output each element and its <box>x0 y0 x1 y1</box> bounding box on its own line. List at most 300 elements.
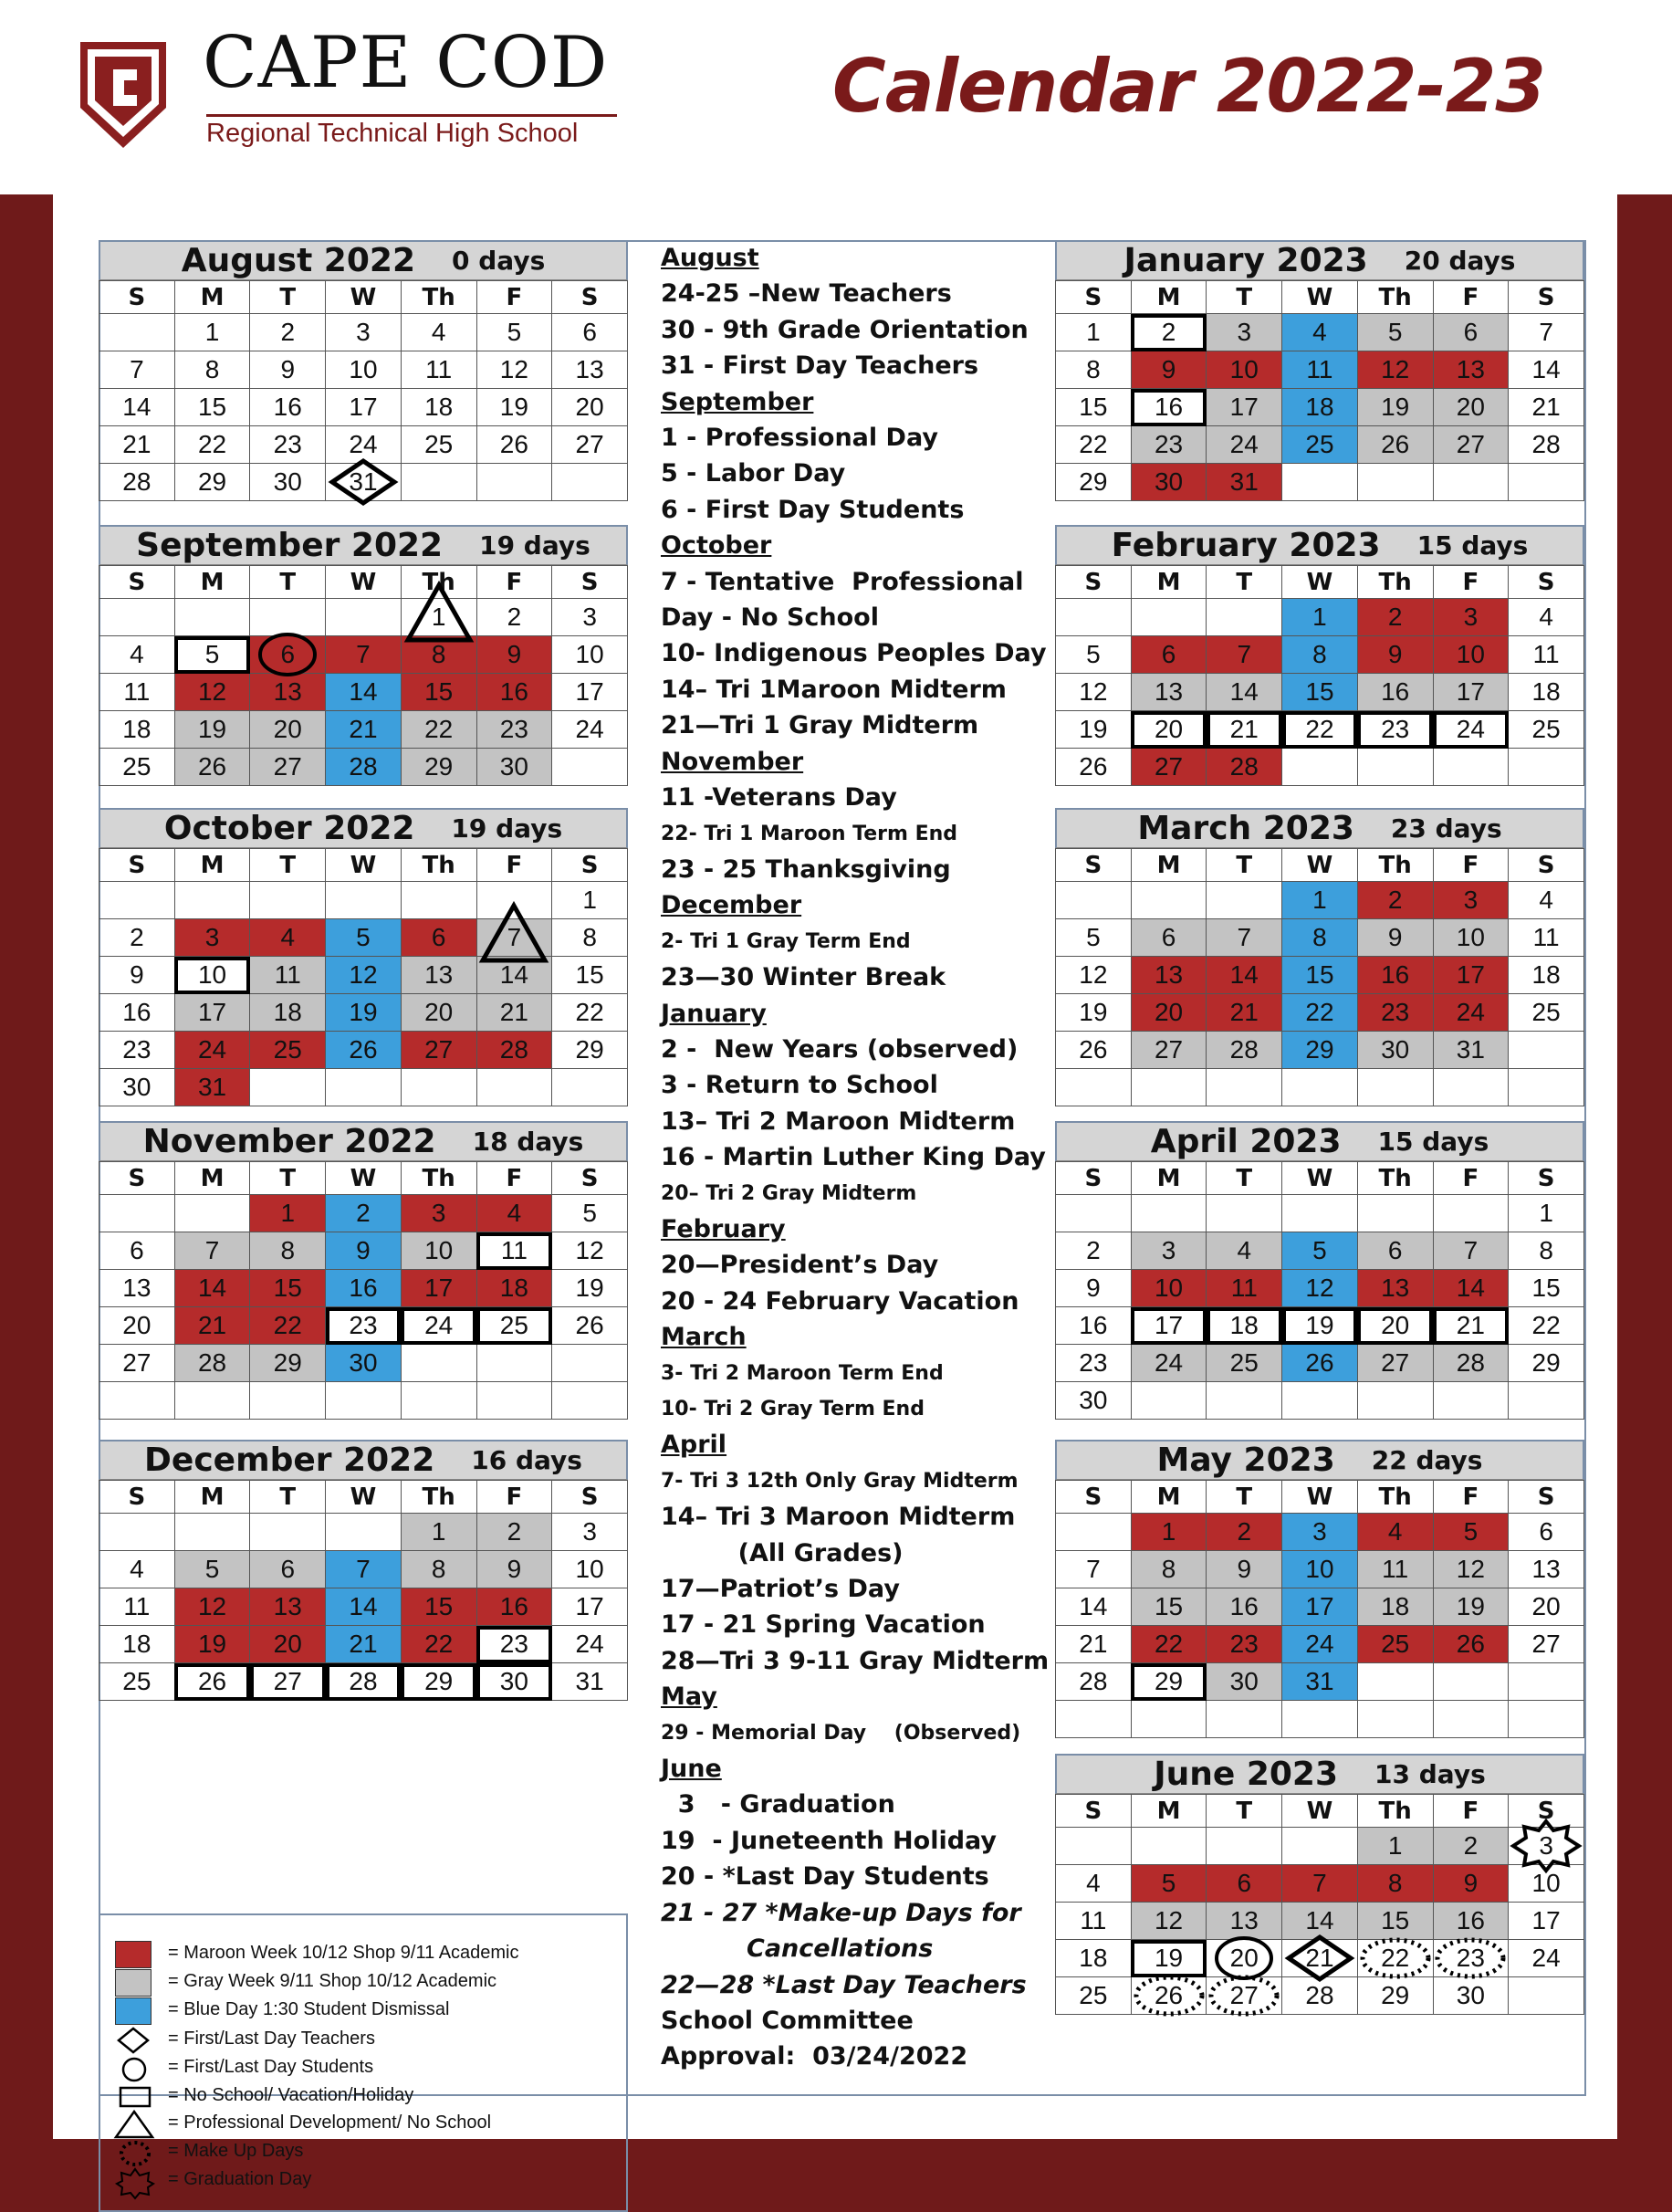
event-item: 7 - Tentative Professional <box>661 567 1024 596</box>
empty-cell <box>1056 882 1132 919</box>
empty-cell <box>1131 1382 1207 1420</box>
date-cell: 4 <box>401 314 476 351</box>
weekday-header: F <box>1433 566 1509 599</box>
date-cell: 19 <box>552 1270 628 1307</box>
date-cell: 14 <box>99 389 175 426</box>
date-cell: 4 <box>1207 1232 1282 1270</box>
date-cell: 25 <box>250 1032 326 1069</box>
date-cell: 14 <box>174 1270 250 1307</box>
diamond-icon <box>1281 1934 1358 1983</box>
event-month-heading: April <box>661 1431 727 1460</box>
weekday-header: M <box>1131 1795 1207 1828</box>
date-cell: 5 <box>1433 1514 1509 1551</box>
date-cell: 30 <box>99 1069 175 1106</box>
date-cell: 13 <box>1433 351 1509 389</box>
date-cell: 9 <box>1207 1551 1282 1588</box>
date-cell: 22 <box>1509 1307 1584 1345</box>
date-cell: 20 <box>1509 1588 1584 1626</box>
date-cell: 1 <box>1056 314 1132 351</box>
empty-cell <box>1056 1701 1132 1738</box>
date-cell: 29 <box>174 464 250 501</box>
event-item: 30 - 9th Grade Orientation <box>661 315 1029 344</box>
date-cell: 6 <box>1357 1232 1433 1270</box>
month-block <box>1055 1754 1584 2015</box>
date-cell: 17 <box>326 389 402 426</box>
date-cell: 24 <box>326 426 402 464</box>
date-cell: 15 <box>250 1270 326 1307</box>
empty-cell <box>1433 749 1509 786</box>
event-month-heading: November <box>661 747 804 776</box>
date-cell: 31 <box>1207 464 1282 501</box>
date-cell: 25 <box>1509 994 1584 1032</box>
event-item: 31 - First Day Teachers <box>661 351 979 381</box>
date-cell: 30 <box>476 1663 552 1701</box>
weekday-header: S <box>1056 566 1132 599</box>
date-cell: 18 <box>1509 957 1584 994</box>
date-cell: 5 <box>1131 1865 1207 1903</box>
date-cell: 20 <box>250 711 326 749</box>
event-item: 29 - Memorial Day (Observed) <box>661 1721 1021 1745</box>
date-cell: 30 <box>1433 1977 1509 2015</box>
date-cell: 21 <box>1207 994 1282 1032</box>
date-cell: 21 <box>1433 1307 1509 1345</box>
weekday-header: W <box>1282 1162 1358 1195</box>
event-item: 20 - *Last Day Students <box>661 1862 989 1892</box>
date-cell: 27 <box>1131 749 1207 786</box>
empty-cell <box>174 882 250 919</box>
date-cell: 28 <box>326 749 402 786</box>
date-cell: 24 <box>1433 994 1509 1032</box>
date-cell: 27 <box>1207 1977 1282 2015</box>
date-cell: 29 <box>1056 464 1132 501</box>
date-cell: 18 <box>401 389 476 426</box>
date-cell: 3 <box>552 599 628 636</box>
event-item: 28—Tri 3 9-11 Gray Midterm <box>661 1646 1050 1675</box>
legend-label: = First/Last Day Students <box>168 2057 374 2077</box>
date-cell: 25 <box>99 749 175 786</box>
dotted-icon <box>1432 1934 1509 1983</box>
date-cell: 10 <box>1433 636 1509 674</box>
date-cell: 7 <box>99 351 175 389</box>
date-cell: 6 <box>1131 919 1207 957</box>
weekday-header: T <box>250 849 326 882</box>
date-cell: 8 <box>1357 1865 1433 1903</box>
date-cell: 29 <box>401 1663 476 1701</box>
empty-cell <box>1282 749 1358 786</box>
date-cell: 8 <box>1282 919 1358 957</box>
weekday-header: F <box>476 566 552 599</box>
date-cell: 3 <box>1131 1232 1207 1270</box>
weekday-header: W <box>326 849 402 882</box>
date-cell: 13 <box>1131 674 1207 711</box>
month-name: June 2023 <box>1154 1756 1339 1793</box>
empty-cell <box>1433 1195 1509 1232</box>
event-item: 3- Tri 2 Maroon Term End <box>661 1361 944 1385</box>
date-cell: 21 <box>1509 389 1584 426</box>
date-cell: 7 <box>1282 1865 1358 1903</box>
date-cell: 15 <box>401 1588 476 1626</box>
weekday-header: Th <box>1357 281 1433 314</box>
date-cell: 27 <box>552 426 628 464</box>
legend-label: = Blue Day 1:30 Student Dismissal <box>168 1999 450 2019</box>
event-month-heading: May <box>661 1683 717 1712</box>
event-item: Day - No School <box>661 603 879 633</box>
month-block <box>1055 808 1584 1106</box>
event-item: 10- Tri 2 Gray Term End <box>661 1398 925 1421</box>
date-cell: 11 <box>250 957 326 994</box>
date-cell: 11 <box>1509 919 1584 957</box>
weekday-header: W <box>1282 566 1358 599</box>
date-cell: 20 <box>1131 994 1207 1032</box>
date-cell: 1 <box>1509 1195 1584 1232</box>
weekday-header: S <box>552 1162 628 1195</box>
date-cell: 5 <box>1056 636 1132 674</box>
weekday-header: W <box>326 1481 402 1514</box>
date-cell: 26 <box>174 1663 250 1701</box>
date-cell: 6 <box>1131 636 1207 674</box>
date-cell: 5 <box>174 1551 250 1588</box>
event-item: 24-25 –New Teachers <box>661 279 952 309</box>
weekday-header: S <box>1509 566 1584 599</box>
date-cell: 1 <box>1357 1828 1433 1865</box>
event-item: Cancellations <box>661 1934 934 1964</box>
date-cell: 14 <box>326 674 402 711</box>
date-cell: 14 <box>326 1588 402 1626</box>
empty-cell <box>476 1382 552 1420</box>
weekday-header: T <box>1207 1481 1282 1514</box>
weekday-header: F <box>476 1162 552 1195</box>
date-cell: 24 <box>552 1626 628 1663</box>
date-cell: 21 <box>174 1307 250 1345</box>
date-cell: 26 <box>552 1307 628 1345</box>
date-cell: 5 <box>476 314 552 351</box>
empty-cell <box>1509 1977 1584 2015</box>
month-grid <box>99 565 628 786</box>
weekday-header: Th <box>401 1481 476 1514</box>
date-cell: 18 <box>1509 674 1584 711</box>
weekday-header: M <box>1131 566 1207 599</box>
date-cell: 9 <box>1056 1270 1132 1307</box>
month-block <box>99 808 628 1106</box>
weekday-header: T <box>250 1162 326 1195</box>
empty-cell <box>250 1069 326 1106</box>
circle-icon <box>120 2056 148 2083</box>
event-item: 17 - 21 Spring Vacation <box>661 1610 986 1640</box>
empty-cell <box>401 1345 476 1382</box>
empty-cell <box>1131 1069 1207 1106</box>
weekday-header: S <box>1056 849 1132 882</box>
empty-cell <box>401 1382 476 1420</box>
date-cell: 11 <box>1282 351 1358 389</box>
date-cell: 6 <box>99 1232 175 1270</box>
event-month-heading: January <box>661 999 767 1028</box>
date-cell: 5 <box>326 919 402 957</box>
date-cell: 16 <box>476 674 552 711</box>
date-cell: 15 <box>401 674 476 711</box>
event-month-heading: September <box>661 387 814 416</box>
date-cell: 16 <box>250 389 326 426</box>
empty-cell <box>1282 1195 1358 1232</box>
date-cell: 19 <box>1433 1588 1509 1626</box>
empty-cell <box>1433 464 1509 501</box>
date-cell: 19 <box>1131 1940 1207 1977</box>
date-cell: 8 <box>552 919 628 957</box>
date-cell: 19 <box>1357 389 1433 426</box>
date-cell: 15 <box>1282 957 1358 994</box>
header <box>0 0 1672 194</box>
empty-cell <box>326 1382 402 1420</box>
empty-cell <box>1207 1701 1282 1738</box>
date-cell: 12 <box>1056 957 1132 994</box>
date-cell: 14 <box>1509 351 1584 389</box>
weekday-header: F <box>476 1481 552 1514</box>
weekday-header: S <box>99 849 175 882</box>
month-header <box>99 240 628 280</box>
date-cell: 26 <box>1357 426 1433 464</box>
date-cell: 13 <box>1207 1903 1282 1940</box>
empty-cell <box>1131 599 1207 636</box>
legend-label: = No School/ Vacation/Holiday <box>168 2085 414 2105</box>
date-cell: 22 <box>1131 1626 1207 1663</box>
empty-cell <box>326 1069 402 1106</box>
date-cell: 12 <box>1131 1903 1207 1940</box>
date-cell: 16 <box>1207 1588 1282 1626</box>
date-cell: 21 <box>99 426 175 464</box>
date-cell: 7 <box>1056 1551 1132 1588</box>
date-cell: 4 <box>1056 1865 1132 1903</box>
date-cell: 4 <box>476 1195 552 1232</box>
event-item: 3 - Graduation <box>661 1790 895 1819</box>
event-item: 20– Tri 2 Gray Midterm <box>661 1181 917 1205</box>
date-cell: 17 <box>552 674 628 711</box>
empty-cell <box>1207 1195 1282 1232</box>
weekday-header: S <box>1509 1481 1584 1514</box>
event-item: 17—Patriot’s Day <box>661 1575 900 1604</box>
date-cell: 2 <box>1433 1828 1509 1865</box>
date-cell: 22 <box>174 426 250 464</box>
date-cell: 5 <box>1056 919 1132 957</box>
date-cell: 29 <box>401 749 476 786</box>
weekday-header: S <box>1056 1795 1132 1828</box>
event-item: 3 - Return to School <box>661 1071 938 1100</box>
date-cell: 13 <box>552 351 628 389</box>
date-cell: 21 <box>1282 1940 1358 1977</box>
event-item: 21 - 27 *Make-up Days for <box>661 1898 1021 1927</box>
weekday-header: F <box>1433 281 1509 314</box>
empty-cell <box>1433 1069 1509 1106</box>
date-cell: 6 <box>401 919 476 957</box>
empty-cell <box>99 1514 175 1551</box>
date-cell: 23 <box>250 426 326 464</box>
date-cell: 2 <box>250 314 326 351</box>
date-cell: 10 <box>1207 351 1282 389</box>
date-cell: 4 <box>99 1551 175 1588</box>
weekday-header: T <box>250 281 326 314</box>
date-cell: 8 <box>1282 636 1358 674</box>
date-cell: 1 <box>1282 882 1358 919</box>
date-cell: 10 <box>1433 919 1509 957</box>
date-cell: 25 <box>1207 1345 1282 1382</box>
date-cell: 24 <box>1433 711 1509 749</box>
diamond-icon <box>117 2027 150 2054</box>
star-icon <box>1508 1821 1584 1871</box>
date-cell: 7 <box>174 1232 250 1270</box>
weekday-header: M <box>174 566 250 599</box>
month-header <box>1055 808 1584 848</box>
weekday-header: W <box>1282 1795 1358 1828</box>
event-month-heading: October <box>661 531 772 561</box>
weekday-header: S <box>1509 849 1584 882</box>
event-item: 7- Tri 3 12th Only Gray Midterm <box>661 1469 1019 1493</box>
date-cell: 14 <box>1056 1588 1132 1626</box>
date-cell: 17 <box>1509 1903 1584 1940</box>
date-cell: 4 <box>99 636 175 674</box>
dotted-circle-icon <box>119 2140 152 2167</box>
empty-cell <box>1131 1195 1207 1232</box>
empty-cell <box>174 1382 250 1420</box>
empty-cell <box>99 1382 175 1420</box>
date-cell: 21 <box>326 1626 402 1663</box>
date-cell: 1 <box>552 882 628 919</box>
date-cell: 28 <box>1282 1977 1358 2015</box>
date-cell: 6 <box>250 1551 326 1588</box>
event-item: 16 - Martin Luther King Day <box>661 1143 1046 1172</box>
date-cell: 11 <box>99 1588 175 1626</box>
empty-cell <box>1207 599 1282 636</box>
date-cell: 9 <box>250 351 326 389</box>
date-cell: 21 <box>326 711 402 749</box>
date-cell: 19 <box>174 1626 250 1663</box>
date-cell: 16 <box>99 994 175 1032</box>
date-cell: 19 <box>1056 994 1132 1032</box>
school-subtitle: Regional Technical High School <box>206 114 617 149</box>
empty-cell <box>1509 1032 1584 1069</box>
empty-cell <box>552 1345 628 1382</box>
month-grid <box>1055 1480 1584 1738</box>
date-cell: 22 <box>250 1307 326 1345</box>
date-cell: 4 <box>1509 882 1584 919</box>
empty-cell <box>1509 1069 1584 1106</box>
weekday-header: W <box>326 1162 402 1195</box>
date-cell: 23 <box>1357 711 1433 749</box>
date-cell: 9 <box>99 957 175 994</box>
month-header <box>99 1121 628 1161</box>
weekday-header: T <box>250 1481 326 1514</box>
date-cell: 27 <box>1357 1345 1433 1382</box>
weekday-header: S <box>99 281 175 314</box>
empty-cell <box>326 882 402 919</box>
date-cell: 22 <box>401 711 476 749</box>
date-cell: 22 <box>1282 711 1358 749</box>
date-cell: 19 <box>1056 711 1132 749</box>
date-cell: 30 <box>1357 1032 1433 1069</box>
event-item: 20—President’s Day <box>661 1251 939 1280</box>
event-item: 2- Tri 1 Gray Term End <box>661 929 911 953</box>
month-day-count: 0 days <box>452 246 546 276</box>
empty-cell <box>1131 1828 1207 1865</box>
weekday-header: F <box>1433 1481 1509 1514</box>
date-cell: 19 <box>326 994 402 1032</box>
weekday-header: T <box>1207 849 1282 882</box>
empty-cell <box>1056 1069 1132 1106</box>
date-cell: 9 <box>476 1551 552 1588</box>
month-grid <box>1055 848 1584 1106</box>
weekday-header: S <box>552 281 628 314</box>
date-cell: 1 <box>174 314 250 351</box>
month-day-count: 23 days <box>1390 813 1502 844</box>
school-name: CAPE COD <box>203 22 609 104</box>
date-cell: 28 <box>99 464 175 501</box>
empty-cell <box>1357 749 1433 786</box>
weekday-header: M <box>1131 1162 1207 1195</box>
legend-label: = First/Last Day Teachers <box>168 2029 375 2049</box>
date-cell: 3 <box>1433 882 1509 919</box>
date-cell: 14 <box>476 957 552 994</box>
empty-cell <box>476 1345 552 1382</box>
date-cell: 7 <box>1207 636 1282 674</box>
event-item: 21—Tri 1 Gray Midterm <box>661 711 979 740</box>
date-cell: 31 <box>326 464 402 501</box>
month-grid <box>1055 280 1584 501</box>
date-cell: 4 <box>250 919 326 957</box>
date-cell: 30 <box>476 749 552 786</box>
date-cell: 18 <box>250 994 326 1032</box>
date-cell: 18 <box>1282 389 1358 426</box>
weekday-header: Th <box>1357 849 1433 882</box>
calendar-title: Calendar 2022-23 <box>832 44 1546 129</box>
empty-cell <box>99 599 175 636</box>
date-cell: 16 <box>326 1270 402 1307</box>
weekday-header: F <box>476 849 552 882</box>
date-cell: 3 <box>1433 599 1509 636</box>
date-cell: 17 <box>401 1270 476 1307</box>
weekday-header: Th <box>401 566 476 599</box>
date-cell: 13 <box>1357 1270 1433 1307</box>
date-cell: 16 <box>476 1588 552 1626</box>
date-cell: 18 <box>1357 1588 1433 1626</box>
event-month-heading: August <box>661 244 759 272</box>
weekday-header: S <box>1056 281 1132 314</box>
date-cell: 25 <box>476 1307 552 1345</box>
empty-cell <box>1207 1069 1282 1106</box>
weekday-header: T <box>1207 566 1282 599</box>
date-cell: 13 <box>1131 957 1207 994</box>
weekday-header: W <box>1282 849 1358 882</box>
date-cell: 8 <box>250 1232 326 1270</box>
empty-cell <box>326 599 402 636</box>
weekday-header: W <box>1282 281 1358 314</box>
event-item: 14– Tri 1Maroon Midterm <box>661 675 1007 704</box>
date-cell: 31 <box>1282 1663 1358 1701</box>
weekday-header: M <box>174 1481 250 1514</box>
empty-cell <box>1056 1195 1132 1232</box>
weekday-header: S <box>552 849 628 882</box>
date-cell: 26 <box>1131 1977 1207 2015</box>
event-month-heading: February <box>661 1214 786 1243</box>
date-cell: 26 <box>1056 749 1132 786</box>
weekday-header: M <box>174 849 250 882</box>
month-name: October 2022 <box>163 810 415 847</box>
month-name: March 2023 <box>1137 810 1354 847</box>
date-cell: 14 <box>1207 674 1282 711</box>
event-item: (All Grades) <box>661 1538 904 1567</box>
empty-cell <box>476 1069 552 1106</box>
date-cell: 21 <box>1056 1626 1132 1663</box>
empty-cell <box>250 1514 326 1551</box>
date-cell: 20 <box>552 389 628 426</box>
event-item: 11 -Veterans Day <box>661 783 897 812</box>
event-item: 23 - 25 Thanksgiving <box>661 854 951 884</box>
